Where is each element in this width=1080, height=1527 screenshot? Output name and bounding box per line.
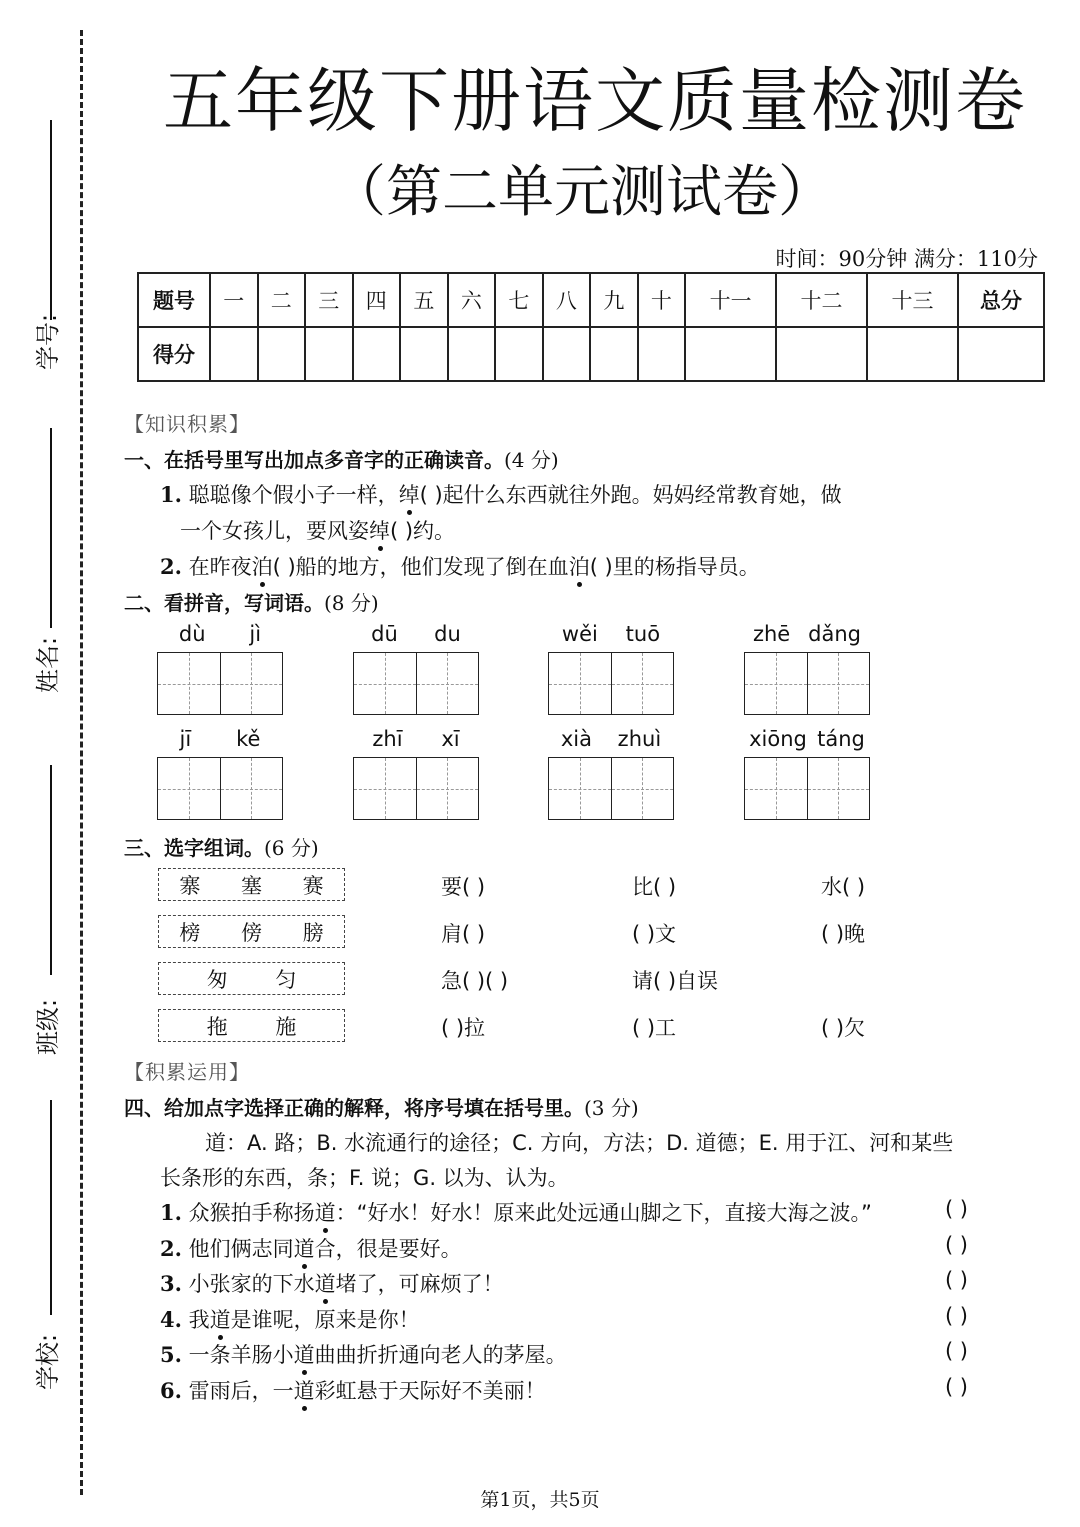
- word-blank[interactable]: 要( ): [441, 875, 486, 899]
- word-blank[interactable]: 比( ): [632, 875, 677, 899]
- q4-item-text: 一条羊肠小: [188, 1343, 294, 1367]
- word-blank[interactable]: 急( )( ): [441, 969, 509, 993]
- score-cell[interactable]: [867, 327, 958, 381]
- student-id-field: [10, 120, 70, 370]
- school-field: [10, 1100, 70, 1390]
- q4-dotted-char: 道: [293, 1237, 315, 1261]
- choice-char: 榜: [179, 920, 201, 945]
- score-cell-total[interactable]: [958, 327, 1044, 381]
- school-label: 学校:: [34, 1333, 62, 1390]
- q4-item-num: 6.: [160, 1378, 182, 1403]
- q3-points: (6 分): [264, 836, 319, 860]
- writing-cell[interactable]: [158, 758, 221, 819]
- choice-char: 膀: [302, 920, 324, 945]
- score-cell[interactable]: [776, 327, 867, 381]
- score-cell[interactable]: [448, 327, 496, 381]
- q1-item1-line1: [160, 479, 842, 509]
- answer-blank[interactable]: ( ): [944, 1268, 968, 1292]
- q4-dotted-char: 道: [293, 1343, 315, 1367]
- time-info: 时间：90分钟 满分：110分: [775, 247, 1038, 271]
- fold-line: [80, 30, 83, 1495]
- answer-blank[interactable]: ( ): [944, 1304, 968, 1328]
- choice-char: 拖: [206, 1014, 228, 1039]
- word-blank[interactable]: 肩( ): [441, 922, 486, 946]
- choice-char: 匆: [206, 967, 228, 992]
- word-blank[interactable]: ( )工: [632, 1016, 677, 1040]
- school-line: [50, 1100, 52, 1315]
- section-application: 【积累运用】: [124, 1060, 250, 1084]
- q1-dotted-char: 绰: [369, 519, 390, 543]
- q4-definition-line1: 道：A. 路；B. 水流通行的途径；C. 方向，方法；D. 道德；E. 用于江、河和某些: [205, 1131, 954, 1155]
- q4-item-text: 堵了，可麻烦了！: [335, 1272, 504, 1296]
- writing-cell[interactable]: [417, 653, 479, 714]
- q1-item1-line2: [180, 515, 455, 545]
- q4-item: [160, 1197, 872, 1227]
- q1-points: (4 分): [504, 448, 559, 472]
- class-line: [50, 765, 52, 975]
- char-choice-box: [158, 1009, 345, 1042]
- score-col-10: 十: [638, 273, 686, 327]
- q4-dotted-char: 道: [314, 1272, 336, 1296]
- score-cell[interactable]: [543, 327, 591, 381]
- q1-dotted-char: 绰: [398, 483, 420, 507]
- question-number-label: 题号: [138, 273, 210, 327]
- writing-cell[interactable]: [549, 758, 612, 819]
- q4-item-num: 1.: [160, 1200, 182, 1225]
- q2-heading: [124, 587, 379, 616]
- score-cell[interactable]: [305, 327, 353, 381]
- score-label: 得分: [138, 327, 210, 381]
- word-blank[interactable]: ( )文: [632, 922, 677, 946]
- class-field: [10, 765, 70, 1055]
- writing-cell[interactable]: [612, 653, 674, 714]
- pinyin-label: tuō: [625, 622, 661, 646]
- pinyin-label: zhī: [372, 727, 403, 751]
- page-subtitle: （第二单元测试卷）: [330, 160, 834, 225]
- page-title: 五年级下册语文质量检测卷: [163, 60, 1027, 142]
- pinyin-label: kě: [236, 727, 261, 751]
- q4-item-text: 雷雨后，一: [188, 1379, 294, 1403]
- q1-item1-line2-a: 一个女孩儿，要风姿: [180, 519, 369, 543]
- q4-dotted-char: 道: [314, 1201, 336, 1225]
- score-table-header-row: [138, 273, 1044, 327]
- pinyin-label: jī: [179, 727, 192, 751]
- name-line: [50, 428, 52, 628]
- q4-item-text: 曲曲折折通向老人的茅屋。: [314, 1343, 567, 1367]
- choice-char: 傍: [240, 920, 262, 945]
- pinyin-word-box: [548, 727, 674, 820]
- q1-item1-num: 1.: [160, 482, 182, 507]
- writing-cell[interactable]: [221, 653, 283, 714]
- writing-cell[interactable]: [745, 653, 808, 714]
- pinyin-label: zhē: [752, 622, 791, 646]
- q2-title: 二、看拼音，写词语。: [124, 591, 324, 615]
- q4-item-text: ：“好水！好水！原来此处远通山脚之下，直接大海之波。”: [335, 1201, 872, 1225]
- choice-char: 施: [275, 1014, 297, 1039]
- choice-char: 塞: [240, 873, 262, 898]
- q1-dotted-char: 泊: [568, 555, 590, 579]
- q4-dotted-char: 道: [209, 1308, 231, 1332]
- q4-item-text: 是谁呢，原来是你！: [230, 1308, 420, 1332]
- word-blank[interactable]: ( )拉: [441, 1016, 486, 1040]
- score-cell[interactable]: [495, 327, 543, 381]
- q1-item2: [160, 551, 760, 581]
- score-col-9: 九: [590, 273, 638, 327]
- score-col-4: 四: [353, 273, 401, 327]
- q4-item-num: 4.: [160, 1307, 182, 1332]
- q4-item-num: 3.: [160, 1271, 182, 1296]
- writing-cell[interactable]: [221, 758, 283, 819]
- pinyin-label: jì: [249, 622, 262, 646]
- score-col-5: 五: [400, 273, 448, 327]
- score-col-6: 六: [448, 273, 496, 327]
- name-label: 姓名:: [34, 636, 62, 693]
- score-cell[interactable]: [258, 327, 306, 381]
- pinyin-label: zhuì: [617, 727, 662, 751]
- answer-blank[interactable]: ( ): [944, 1233, 968, 1257]
- score-cell[interactable]: [685, 327, 776, 381]
- word-blank[interactable]: 请( )自误: [632, 969, 719, 993]
- writing-cell[interactable]: [808, 758, 870, 819]
- q4-item-text: 他们俩志同: [188, 1237, 294, 1261]
- word-blank[interactable]: ( )欠: [821, 1016, 866, 1040]
- q1-heading: [124, 444, 559, 473]
- q4-item-text: 彩虹悬于天际好不美丽！: [314, 1379, 546, 1403]
- writing-cell[interactable]: [354, 653, 417, 714]
- score-table-score-row: [138, 327, 1044, 381]
- pinyin-label: táng: [817, 727, 865, 751]
- score-col-13: 十三: [867, 273, 958, 327]
- student-id-label: 学号:: [34, 313, 62, 370]
- score-col-8: 八: [543, 273, 591, 327]
- q4-item-num: 2.: [160, 1236, 182, 1261]
- score-cell[interactable]: [638, 327, 686, 381]
- char-choice-box: [158, 962, 345, 995]
- pinyin-word-box: [157, 622, 283, 715]
- q3-heading: [124, 832, 319, 861]
- q1-item2-text-a: 在昨夜: [188, 555, 252, 579]
- pinyin-word-box: [353, 622, 479, 715]
- choice-char: 赛: [302, 873, 324, 898]
- q4-item-text: 合，很是要好。: [314, 1237, 462, 1261]
- score-col-3: 三: [305, 273, 353, 327]
- q4-item-text: 小张家的下水: [188, 1272, 315, 1296]
- pinyin-word-box: [353, 727, 479, 820]
- pinyin-label: dǎng: [808, 622, 862, 646]
- q2-points: (8 分): [324, 591, 379, 615]
- q4-item: [160, 1339, 567, 1369]
- q3-title: 三、选字组词。: [124, 836, 264, 860]
- score-col-12: 十二: [776, 273, 867, 327]
- name-field: [10, 428, 70, 698]
- writing-cell[interactable]: [417, 758, 479, 819]
- q4-item: [160, 1304, 420, 1334]
- student-id-line: [50, 120, 52, 320]
- char-choice-box: [158, 915, 345, 948]
- writing-cell[interactable]: [158, 653, 221, 714]
- writing-cell[interactable]: [612, 758, 674, 819]
- pinyin-label: xī: [441, 727, 460, 751]
- q4-title: 四、给加点字选择正确的解释，将序号填在括号里。: [124, 1096, 584, 1120]
- pinyin-label: wěi: [561, 622, 598, 646]
- pinyin-label: dū: [371, 622, 398, 646]
- q4-item-num: 5.: [160, 1342, 182, 1367]
- score-cell[interactable]: [210, 327, 258, 381]
- choice-char: 寨: [179, 873, 201, 898]
- writing-cell[interactable]: [549, 653, 612, 714]
- page-footer: 第1页，共5页: [480, 1489, 600, 1511]
- score-cell[interactable]: [353, 327, 401, 381]
- q1-item2-text-b: ( )船的地方，他们发现了倒在血: [272, 555, 569, 579]
- section-knowledge: 【知识积累】: [124, 412, 250, 436]
- q4-item-text: 众猴拍手称扬: [188, 1201, 315, 1225]
- answer-blank[interactable]: ( ): [944, 1339, 968, 1363]
- pinyin-label: du: [434, 622, 461, 646]
- pinyin-word-box: [744, 727, 870, 820]
- pinyin-word-box: [744, 622, 870, 715]
- q4-heading: [124, 1092, 639, 1121]
- score-cell[interactable]: [590, 327, 638, 381]
- q4-definition-line2: 长条形的东西，条；F. 说；G. 以为、认为。: [160, 1166, 569, 1190]
- q4-item: [160, 1268, 504, 1298]
- q1-item1-line2-b: ( )约。: [390, 519, 456, 543]
- writing-cell[interactable]: [745, 758, 808, 819]
- pinyin-word-box: [548, 622, 674, 715]
- q4-dotted-char: 道: [293, 1379, 315, 1403]
- score-col-2: 二: [258, 273, 306, 327]
- class-label: 班级:: [34, 998, 62, 1055]
- score-table: [137, 272, 1045, 382]
- word-blank[interactable]: 水( ): [821, 875, 866, 899]
- q1-title: 一、在括号里写出加点多音字的正确读音。: [124, 448, 504, 472]
- q1-item1-text-b: ( )起什么东西就往外跑。妈妈经常教育她，做: [419, 483, 842, 507]
- q4-item-text: 我: [188, 1308, 210, 1332]
- score-col-total: 总分: [958, 273, 1044, 327]
- score-col-11: 十一: [685, 273, 776, 327]
- score-cell[interactable]: [400, 327, 448, 381]
- choice-char: 匀: [275, 967, 297, 992]
- pinyin-word-box: [157, 727, 283, 820]
- pinyin-label: dù: [178, 622, 206, 646]
- q1-item2-text-c: ( )里的杨指导员。: [589, 555, 760, 579]
- answer-blank[interactable]: ( ): [944, 1197, 968, 1221]
- q4-item: [160, 1375, 546, 1405]
- q1-dotted-char: 泊: [251, 555, 273, 579]
- pinyin-label: xiōng: [749, 727, 807, 751]
- q4-points: (3 分): [584, 1096, 639, 1120]
- score-col-7: 七: [495, 273, 543, 327]
- score-col-1: 一: [210, 273, 258, 327]
- answer-blank[interactable]: ( ): [944, 1375, 968, 1399]
- writing-cell[interactable]: [354, 758, 417, 819]
- word-blank[interactable]: ( )晚: [821, 922, 866, 946]
- q1-item1-text-a: 聪聪像个假小子一样，: [188, 483, 399, 507]
- writing-cell[interactable]: [808, 653, 870, 714]
- pinyin-label: xià: [560, 727, 592, 751]
- char-choice-box: [158, 868, 345, 901]
- q1-item2-num: 2.: [160, 554, 182, 579]
- q4-item: [160, 1233, 462, 1263]
